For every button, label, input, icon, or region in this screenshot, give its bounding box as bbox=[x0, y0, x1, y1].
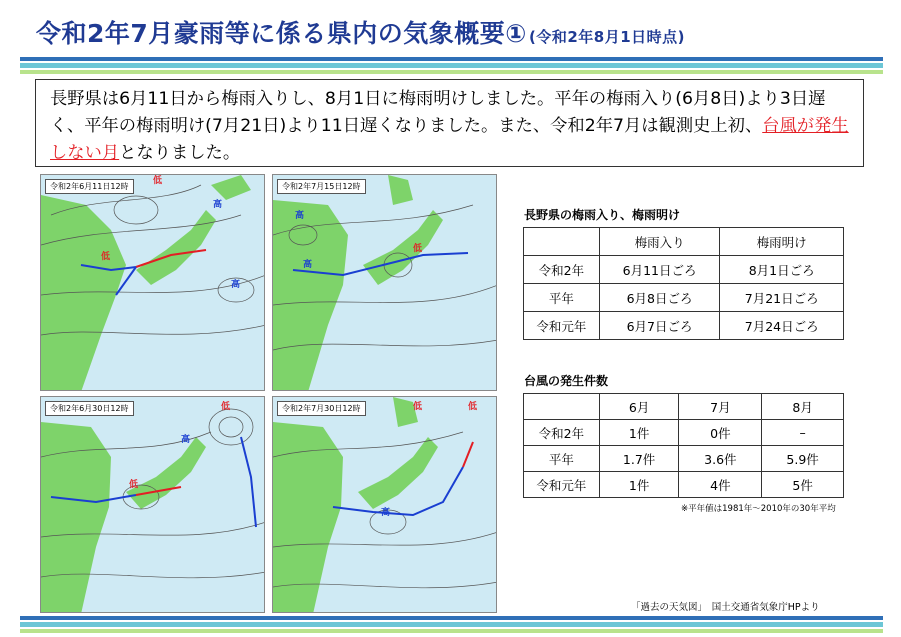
intro-box bbox=[35, 79, 864, 167]
table-cell: 令和2年 bbox=[524, 256, 600, 284]
table-row bbox=[524, 472, 844, 498]
table-cell: 3.6件 bbox=[679, 446, 762, 472]
table-header-cell bbox=[524, 228, 600, 256]
table-cell: 8月1日ごろ bbox=[720, 256, 844, 284]
weather-map-drawing bbox=[273, 397, 497, 613]
table-row bbox=[524, 256, 844, 284]
typhoon-table-note: ※平年値は1981年～2010年の30年平均 bbox=[681, 504, 836, 514]
low-symbol: 低 bbox=[221, 402, 231, 412]
table-cell: 5件 bbox=[762, 472, 844, 498]
map-date: 令和2年6月11日12時 bbox=[45, 179, 134, 194]
table-cell: 6月11日ごろ bbox=[599, 256, 720, 284]
table-cell: – bbox=[762, 420, 844, 446]
table-header-cell: 7月 bbox=[679, 394, 762, 420]
high-symbol: 高 bbox=[181, 435, 191, 445]
table-cell: 0件 bbox=[679, 420, 762, 446]
table-header-cell: 8月 bbox=[762, 394, 844, 420]
table-row bbox=[524, 312, 844, 340]
high-symbol: 高 bbox=[231, 280, 241, 290]
table-cell: 4件 bbox=[679, 472, 762, 498]
low-symbol: 低 bbox=[468, 402, 478, 412]
intro-text-after: となりました。 bbox=[119, 143, 241, 163]
page-title bbox=[36, 14, 685, 50]
table-header-cell: 梅雨明け bbox=[720, 228, 844, 256]
footer-stripe-middle bbox=[20, 622, 883, 627]
table-header-cell: 梅雨入り bbox=[599, 228, 720, 256]
low-symbol: 低 bbox=[129, 480, 139, 490]
rainy-season-table bbox=[523, 227, 844, 340]
table-cell: 平年 bbox=[524, 284, 600, 312]
intro-highlight: 台風が発生しない月 bbox=[50, 116, 849, 163]
high-symbol: 高 bbox=[295, 211, 305, 221]
table-cell: 1.7件 bbox=[599, 446, 679, 472]
table-cell: 1件 bbox=[599, 420, 679, 446]
map-date: 令和2年6月30日12時 bbox=[45, 401, 134, 416]
table-cell: 令和元年 bbox=[524, 472, 600, 498]
table-cell: 6月8日ごろ bbox=[599, 284, 720, 312]
weather-map-0715 bbox=[272, 174, 497, 391]
low-symbol: 低 bbox=[101, 252, 111, 262]
table-cell: 令和2年 bbox=[524, 420, 600, 446]
table-header-cell bbox=[524, 394, 600, 420]
high-symbol: 高 bbox=[213, 200, 223, 210]
low-symbol: 低 bbox=[153, 176, 163, 186]
header-stripe-bottom bbox=[20, 70, 883, 74]
table-cell: 6月7日ごろ bbox=[599, 312, 720, 340]
typhoon-table bbox=[523, 393, 844, 498]
high-symbol: 高 bbox=[381, 508, 391, 518]
table-cell: 平年 bbox=[524, 446, 600, 472]
low-symbol: 低 bbox=[413, 244, 423, 254]
weather-map-0630 bbox=[40, 396, 265, 613]
high-symbol: 高 bbox=[303, 260, 313, 270]
table-header-row bbox=[524, 228, 844, 256]
typhoon-table-title: 台風の発生件数 bbox=[524, 374, 609, 388]
intro-text-before: 長野県は6月11日から梅雨入りし、8月1日に梅雨明けしました。平年の梅雨入り(6月8日)より3日遅く、平年の梅雨明け(7月21日)より11日遅くなりました。また、令和2年7月は観測史上初、 bbox=[50, 89, 826, 136]
table-header-row bbox=[524, 394, 844, 420]
table-row bbox=[524, 284, 844, 312]
title-main: 令和2年7月豪雨等に係る県内の気象概要① bbox=[36, 19, 527, 48]
title-subtitle: (令和2年8月1日時点) bbox=[528, 28, 685, 46]
weather-map-0611 bbox=[40, 174, 265, 391]
table-cell: 5.9件 bbox=[762, 446, 844, 472]
footer-stripe-top bbox=[20, 616, 883, 620]
map-date: 令和2年7月30日12時 bbox=[277, 401, 366, 416]
source-credit: 「過去の天気図」 国土交通省気象庁HPより bbox=[631, 602, 820, 613]
header-stripe-middle bbox=[20, 63, 883, 68]
weather-map-drawing bbox=[41, 175, 265, 391]
table-cell: 令和元年 bbox=[524, 312, 600, 340]
rainy-season-table-title: 長野県の梅雨入り、梅雨明け bbox=[524, 208, 681, 222]
table-cell: 7月21日ごろ bbox=[720, 284, 844, 312]
table-cell: 1件 bbox=[599, 472, 679, 498]
footer-stripe-bottom bbox=[20, 629, 883, 633]
table-header-cell: 6月 bbox=[599, 394, 679, 420]
table-cell: 7月24日ごろ bbox=[720, 312, 844, 340]
table-row bbox=[524, 446, 844, 472]
table-row bbox=[524, 420, 844, 446]
low-symbol: 低 bbox=[413, 402, 423, 412]
weather-map-0730 bbox=[272, 396, 497, 613]
weather-map-drawing bbox=[273, 175, 497, 391]
weather-map-drawing bbox=[41, 397, 265, 613]
map-date: 令和2年7月15日12時 bbox=[277, 179, 366, 194]
header-stripe-top bbox=[20, 57, 883, 61]
